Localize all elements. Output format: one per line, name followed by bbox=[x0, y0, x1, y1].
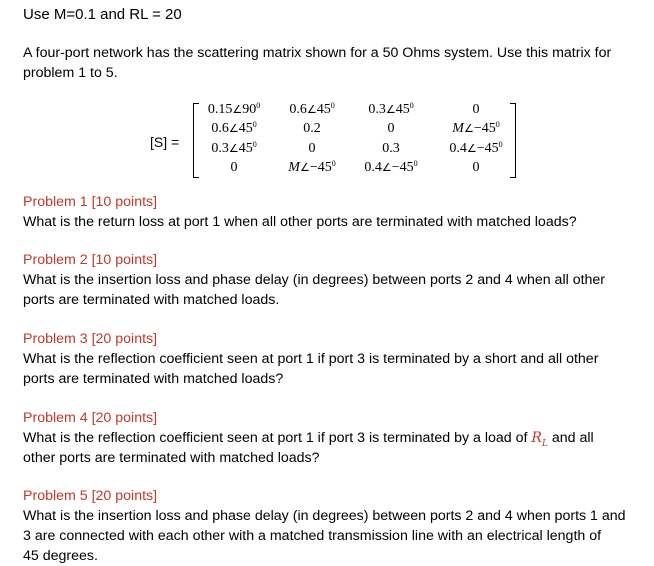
intro-line-1: A four-port network has the scattering matrix shown for a 50 Ohms system. Use this matrix for bbox=[23, 45, 612, 61]
angle-icon: ∠ bbox=[306, 103, 317, 116]
matrix-cell-r1-c3 bbox=[368, 101, 413, 119]
matrix-value: 0.3 bbox=[382, 141, 400, 156]
problem-2-title: Problem 2 [10 points] bbox=[23, 252, 158, 268]
degree-superscript: 0 bbox=[331, 159, 336, 168]
degree-superscript: 0 bbox=[256, 101, 261, 110]
angle-icon: ∠ bbox=[463, 122, 474, 135]
rl-symbol: $R_L$ bbox=[531, 430, 548, 449]
problem-2-text-line-1: What is the insertion loss and phase delay (in degrees) between ports 2 and 4 when all other bbox=[23, 272, 606, 288]
matrix-cell-r4-c1 bbox=[231, 159, 238, 177]
matrix-angle: 45 bbox=[316, 102, 331, 117]
matrix-label: [S] = bbox=[150, 134, 180, 150]
angle-icon: ∠ bbox=[228, 122, 239, 135]
matrix-magnitude: 0.6 bbox=[289, 102, 307, 117]
angle-icon: ∠ bbox=[228, 142, 239, 155]
matrix-magnitude: 0.3 bbox=[368, 102, 386, 117]
angle-icon: ∠ bbox=[232, 103, 243, 116]
degree-superscript: 0 bbox=[498, 140, 503, 149]
matrix-angle: −45 bbox=[476, 141, 499, 156]
degree-superscript: 0 bbox=[495, 120, 500, 129]
degree-superscript: 0 bbox=[330, 101, 335, 110]
matrix-cell-r2-c1 bbox=[211, 120, 256, 138]
matrix-cell-r2-c3 bbox=[388, 120, 395, 138]
problem-5-text-line-2: 3 are connected with each other with a matched transmission line with an electrical length of bbox=[23, 528, 602, 544]
problem-4-text-before-rl: What is the reflection coefficient seen at port 1 if port 3 is terminated by a load of bbox=[23, 430, 532, 446]
matrix-value: 0 bbox=[472, 160, 480, 175]
degree-superscript: 0 bbox=[409, 101, 414, 110]
problem-4-text-line-2: other ports are terminated with matched loads? bbox=[23, 450, 320, 466]
matrix-cell-r2-c4 bbox=[452, 120, 499, 138]
matrix-magnitude: 0.6 bbox=[211, 121, 229, 136]
matrix-cell-r2-c2 bbox=[303, 120, 321, 138]
matrix-cell-r1-c1 bbox=[208, 101, 260, 119]
matrix-value: 0 bbox=[387, 121, 395, 136]
degree-superscript: 0 bbox=[252, 140, 257, 149]
problem-1-text-line-1: What is the return loss at port 1 when all other ports are terminated with matched loads? bbox=[23, 214, 577, 230]
problem-4-text-after-rl: and all bbox=[547, 430, 594, 446]
matrix-value: 0 bbox=[472, 102, 480, 117]
matrix-cell-r1-c4 bbox=[473, 101, 480, 119]
problem-3-text-line-1: What is the reflection coefficient seen at port 1 if port 3 is terminated by a short and all other bbox=[23, 351, 599, 367]
matrix-value: 0.2 bbox=[303, 121, 321, 136]
matrix-magnitude: 0.4 bbox=[364, 160, 382, 175]
degree-superscript: 0 bbox=[252, 120, 257, 129]
matrix-angle: −45 bbox=[391, 160, 414, 175]
problem-2-text-line-2: ports are terminated with matched loads. bbox=[23, 292, 280, 308]
matrix-right-bracket bbox=[510, 103, 516, 178]
matrix-angle: 45 bbox=[395, 102, 410, 117]
header-given-values: Use M=0.1 and RL = 20 bbox=[23, 6, 182, 23]
matrix-cell-r3-c4 bbox=[449, 140, 502, 158]
angle-icon: ∠ bbox=[466, 142, 477, 155]
angle-icon: ∠ bbox=[381, 161, 392, 174]
matrix-magnitude: M bbox=[288, 160, 300, 175]
matrix-cell-r3-c2 bbox=[309, 140, 316, 158]
matrix-cell-r4-c3 bbox=[364, 159, 417, 177]
matrix-cell-r1-c2 bbox=[289, 101, 334, 119]
problem-4-title: Problem 4 [20 points] bbox=[23, 410, 158, 426]
matrix-cell-r4-c4 bbox=[473, 159, 480, 177]
matrix-cell-r3-c1 bbox=[211, 140, 256, 158]
matrix-magnitude: M bbox=[452, 121, 464, 136]
problem-4-text-line-1 bbox=[23, 428, 594, 450]
intro-line-2: problem 1 to 5. bbox=[23, 65, 118, 81]
problem-5-text-line-1: What is the insertion loss and phase delay (in degrees) between ports 2 and 4 when ports 1 and bbox=[23, 508, 626, 524]
matrix-value: 0 bbox=[308, 141, 316, 156]
matrix-angle: 90 bbox=[242, 102, 257, 117]
problem-3-title: Problem 3 [20 points] bbox=[23, 331, 158, 347]
problem-5-title: Problem 5 [20 points] bbox=[23, 488, 158, 504]
problem-3-text-line-2: ports are terminated with matched loads? bbox=[23, 371, 284, 387]
problem-1-title: Problem 1 [10 points] bbox=[23, 194, 158, 210]
matrix-magnitude: 0.3 bbox=[211, 141, 229, 156]
degree-superscript: 0 bbox=[413, 159, 418, 168]
matrix-angle: 45 bbox=[238, 141, 253, 156]
matrix-cell-r3-c3 bbox=[382, 140, 400, 158]
matrix-angle: 45 bbox=[238, 121, 253, 136]
matrix-magnitude: 0.4 bbox=[449, 141, 467, 156]
matrix-angle: −45 bbox=[473, 121, 496, 136]
angle-icon: ∠ bbox=[385, 103, 396, 116]
matrix-left-bracket bbox=[193, 103, 199, 178]
matrix-value: 0 bbox=[230, 160, 238, 175]
angle-icon: ∠ bbox=[299, 161, 310, 174]
matrix-magnitude: 0.15 bbox=[207, 102, 233, 117]
problem-5-text-line-3: 45 degrees. bbox=[23, 548, 98, 564]
matrix-cell-r4-c2 bbox=[288, 159, 335, 177]
matrix-angle: −45 bbox=[309, 160, 332, 175]
